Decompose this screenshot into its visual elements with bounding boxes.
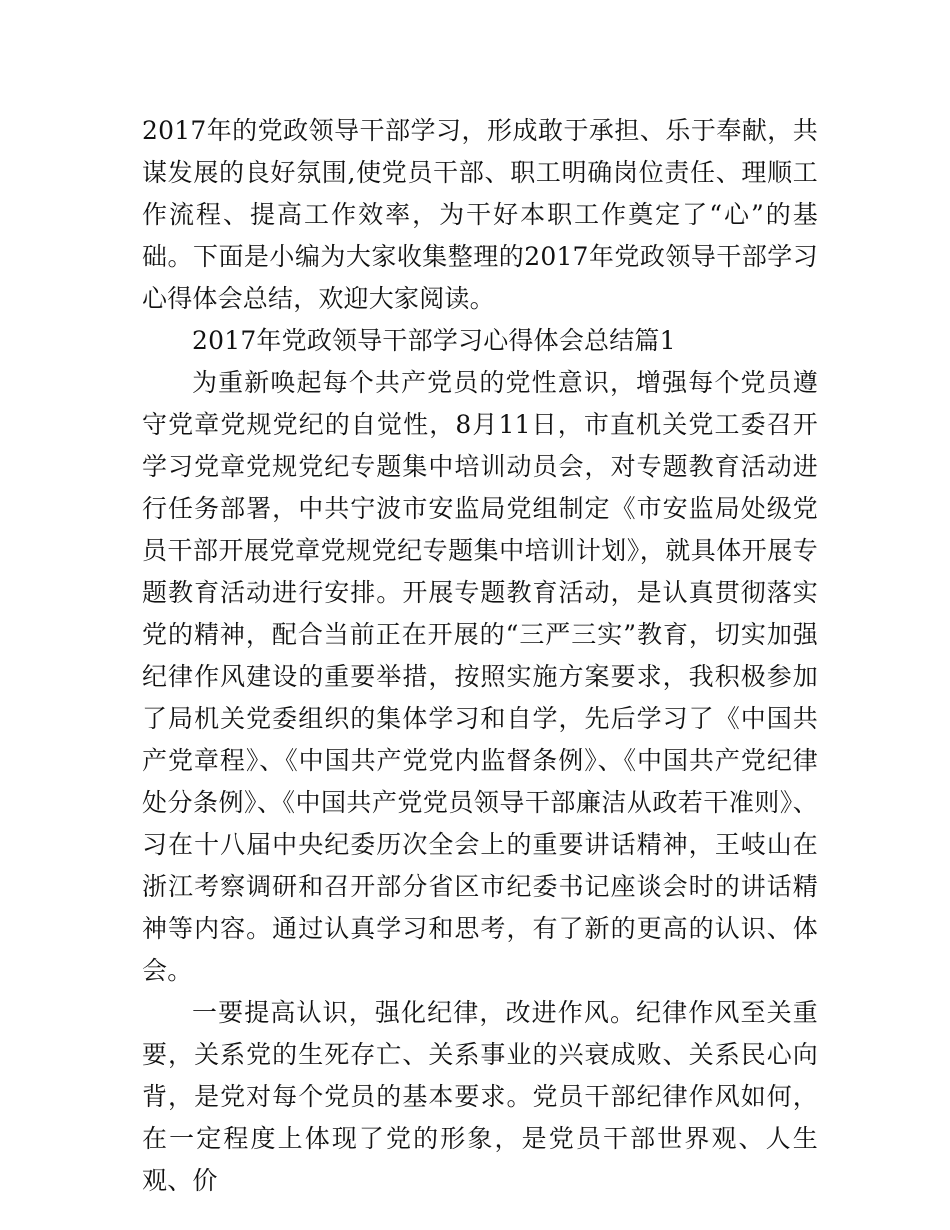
section-heading: 2017年党政领导干部学习心得体会总结篇1 [192, 326, 676, 355]
body-paragraph: 为重新唤起每个共产党员的党性意识，增强每个党员遵守党章党规党纪的自觉性，8月11日，市直机关党工委召开学习党章党规党纪专题集中培训动员会，对专题教育活动进行任务部署，中共宁波市安监局党组制定《市安监局处级党员干部开展党章党规党纪专题集中培训计划》，就具体开展专题教育活动进行安排。开展专题教育活动，是认真贯彻落实党的精神，配合当前正在开展的“三严三实”教育，切实加强纪律作风建设的重要举措，按照实施方案要求，我积极参加了局机关党委组织的集体学习和自学，先后学习了《中国共产党章程》、《中国共产党党内监督条例》、《中国共产党纪律处分条例》、《中国共产党党员领导干部廉洁从政若干准则》、习在十八届中央纪委历次全会上的重要讲话精神，王岐山在浙江考察调研和召开部分省区市纪委书记座谈会时的讲话精神等内容。通过认真学习和思考，有了新的更高的认识、体会。 [142, 368, 818, 985]
intro-paragraph: 2017年的党政领导干部学习，形成敢于承担、乐于奉献，共谋发展的良好氛围,使党员干部、职工明确岗位责任、理顺工作流程、提高工作效率，为干好本职工作奠定了“心”的基础。下面是小编为大家收集整理的2017年党政领导干部学习心得体会总结，欢迎大家阅读。 [142, 116, 818, 313]
document-page [142, 110, 818, 1202]
body-paragraph: 一要提高认识，强化纪律，改进作风。纪律作风至关重要，关系党的生死存亡、关系事业的兴衰成败、关系民心向背，是党对每个党员的基本要求。党员干部纪律作风如何，在一定程度上体现了党的形象，是党员干部世界观、人生观、价 [142, 998, 818, 1195]
